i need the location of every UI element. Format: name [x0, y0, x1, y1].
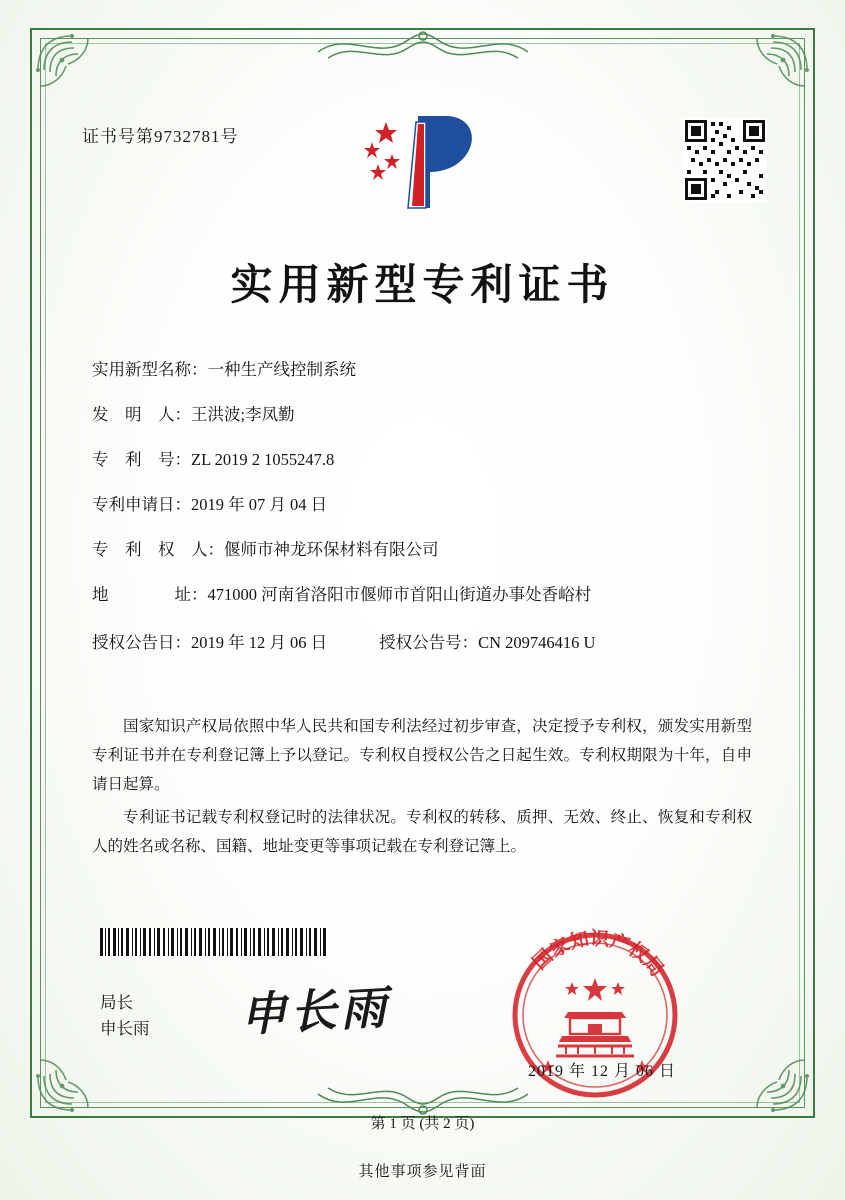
corner-ornament-icon: [32, 30, 112, 110]
field-value: 王洪波;李凤勤: [191, 405, 295, 425]
legal-paragraph: 国家知识产权局依照中华人民共和国专利法经过初步审查，决定授予专利权，颁发实用新型专利证书并在专利登记簿上予以登记。专利权自授权公告之日起生效。专利权期限为十年，自申请日起算。: [92, 718, 752, 793]
field-row-address: [92, 583, 762, 606]
field-row-grant-announcement: [92, 629, 762, 653]
grant-date-value: 2019 年 12 月 06 日: [191, 632, 328, 652]
seal-date: 2019 年 12 月 06 日: [528, 1063, 677, 1080]
legal-paragraph: 专利证书记载专利权登记时的法律状况。专利权的转移、质押、无效、终止、恢复和专利权人的姓名或名称、国籍、地址变更等事项记载在专利登记簿上。: [92, 809, 752, 855]
svg-text:国家知识产权局: 国家知识产权局: [528, 927, 669, 981]
handwritten-signature: 申长雨: [238, 980, 392, 1042]
field-row-patent-number: [92, 448, 762, 471]
official-red-seal: [500, 920, 690, 1110]
field-row-patentee: [92, 538, 762, 561]
field-label: 专利申请日：: [92, 495, 191, 515]
page-number: 第 1 页 (共 2 页): [370, 1116, 475, 1132]
corner-ornament-icon: [32, 1036, 112, 1116]
field-row-inventor: [92, 403, 762, 426]
cnipa-logo-icon: [356, 108, 486, 218]
corner-ornament-icon: [733, 30, 813, 110]
barcode: [100, 928, 330, 956]
field-row-application-date: [92, 493, 762, 516]
grant-number-label: 授权公告号：: [379, 632, 479, 652]
qr-code-icon: [683, 118, 767, 202]
top-center-ornament-icon: [308, 22, 538, 66]
field-label: 地 址：: [92, 585, 208, 605]
grant-number-value: CN 209746416 U: [478, 632, 596, 652]
field-list: [92, 358, 762, 675]
director-name: 申长雨: [100, 1019, 150, 1038]
director-role-label: 局长: [100, 993, 133, 1012]
page-title: 实用新型专利证书: [230, 260, 615, 309]
field-row-utility-model-name: [92, 358, 762, 381]
field-value: ZL 2019 2 1055247.8: [191, 450, 335, 470]
corner-ornament-icon: [733, 1036, 813, 1116]
field-value: 偃师市神龙环保材料有限公司: [224, 540, 439, 560]
field-label: 专 利 号：: [92, 450, 191, 470]
field-value: 一种生产线控制系统: [207, 360, 356, 379]
field-value: 471000 河南省洛阳市偃师市首阳山街道办事处香峪村: [207, 585, 592, 605]
field-label: 发 明 人：: [92, 405, 191, 425]
legal-text-block: [92, 712, 752, 865]
signature-block: [100, 990, 150, 1042]
footer-note: 其他事项参见背面: [358, 1164, 487, 1180]
grant-date-label: 授权公告日：: [92, 632, 191, 652]
field-label: 专 利 权 人：: [92, 540, 224, 560]
certificate-number: 证书号第9732781号: [82, 127, 239, 146]
field-value: 2019 年 07 月 04 日: [191, 495, 328, 515]
field-label: 实用新型名称：: [92, 360, 208, 379]
